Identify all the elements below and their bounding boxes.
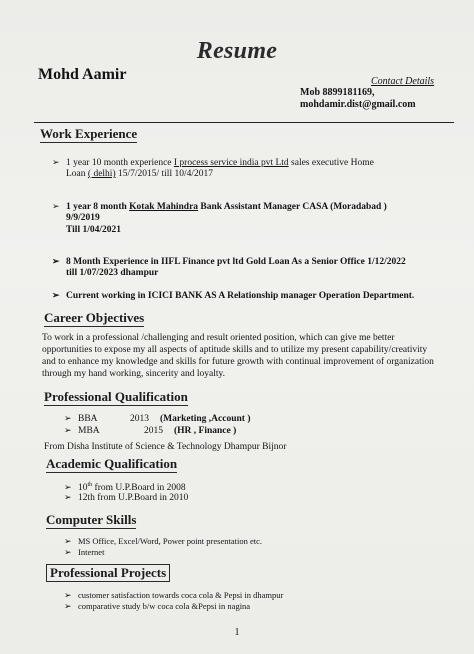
email-address: mohdamir.dist@gmail.com — [300, 99, 416, 110]
skill-ms-office: ➢ MS Office, Excel/Word, Power point presentation etc. — [64, 536, 262, 546]
qualification-institute: From Disha Institute of Science & Technology Dhampur Bijnor — [44, 442, 287, 452]
arrow-bullet-icon: ➢ — [64, 536, 72, 546]
arrow-bullet-icon: ➢ — [64, 590, 72, 600]
arrow-bullet-icon: ➢ — [52, 256, 60, 266]
arrow-bullet-icon: ➢ — [64, 425, 72, 435]
section-title-work-experience: Work Experience — [40, 126, 138, 141]
qualification-mba: ➢ MBA 2015 (HR , Finance ) — [64, 425, 237, 436]
company-name: Kotak Mahindra — [129, 202, 199, 212]
academic-10th: ➢ 10th from U.P.Board in 2008 — [64, 482, 186, 494]
work-item-3-line2: till 1/07/2023 dhampur — [66, 268, 159, 278]
work-item-1-line2: Loan ( delhi) 15/7/2015/ till 10/4/2017 — [66, 169, 213, 179]
academic-12th: ➢ 12th from U.P.Board in 2010 — [64, 492, 189, 503]
candidate-name: Mohd Aamir — [38, 66, 127, 83]
company-name: I process service india pvt Ltd — [173, 158, 289, 168]
project-1: ➢ customer satisfaction towards coca cola & Pepsi in dhampur — [64, 590, 284, 600]
header-divider — [34, 122, 454, 123]
section-title-professional-qualification: Professional Qualification — [44, 389, 188, 404]
arrow-bullet-icon: ➢ — [64, 413, 72, 423]
work-item-1: ➢ 1 year 10 month experience I process service india pvt Ltd sales executive Home — [52, 157, 374, 168]
work-item-3: ➢ 8 Month Experience in IIFL Finance pvt ltd Gold Loan As a Senior Office 1/12/2022 — [52, 256, 406, 267]
qualification-bba: ➢ BBA 2013 (Marketing ,Account ) — [64, 413, 251, 424]
section-title-computer-skills: Computer Skills — [46, 512, 137, 527]
contact-details-label: Contact Details — [371, 76, 435, 87]
skill-internet: ➢ Internet — [64, 547, 105, 557]
arrow-bullet-icon: ➢ — [64, 492, 72, 502]
arrow-bullet-icon: ➢ — [52, 201, 60, 211]
page-number: 1 — [234, 627, 240, 638]
arrow-bullet-icon: ➢ — [52, 157, 60, 167]
work-item-2-end: Till 1/04/2021 — [66, 225, 121, 235]
section-title-professional-projects: Professional Projects — [46, 564, 170, 582]
work-item-2-start: 9/9/2019 — [66, 213, 100, 223]
page-title: Resume — [196, 38, 278, 64]
work-item-2: ➢ 1 year 8 month Kotak Mahindra Bank Assistant Manager CASA (Moradabad ) — [52, 201, 387, 212]
section-title-academic-qualification: Academic Qualification — [46, 456, 178, 471]
arrow-bullet-icon: ➢ — [64, 601, 72, 611]
project-2: ➢ comparative study b/w coca cola &Pepsi in nagina — [64, 601, 251, 611]
arrow-bullet-icon: ➢ — [64, 547, 72, 557]
work-item-4: ➢ Current working in ICICI BANK AS A Relationship manager Operation Department. — [52, 290, 415, 301]
career-objective-text: To work in a professional /challenging and result oriented position, which can give me better opportunities to expose my all aspects of aptitude skills and to utilize my present capability/creativity and to enhance my knowledge and skills for future growth with continual improvement of organization through my hand working, sincerity and loyalty. — [42, 333, 434, 379]
arrow-bullet-icon: ➢ — [64, 482, 72, 493]
mobile-number: Mob 8899181169, — [300, 87, 375, 98]
section-title-career-objectives: Career Objectives — [44, 310, 145, 325]
arrow-bullet-icon: ➢ — [52, 290, 60, 300]
